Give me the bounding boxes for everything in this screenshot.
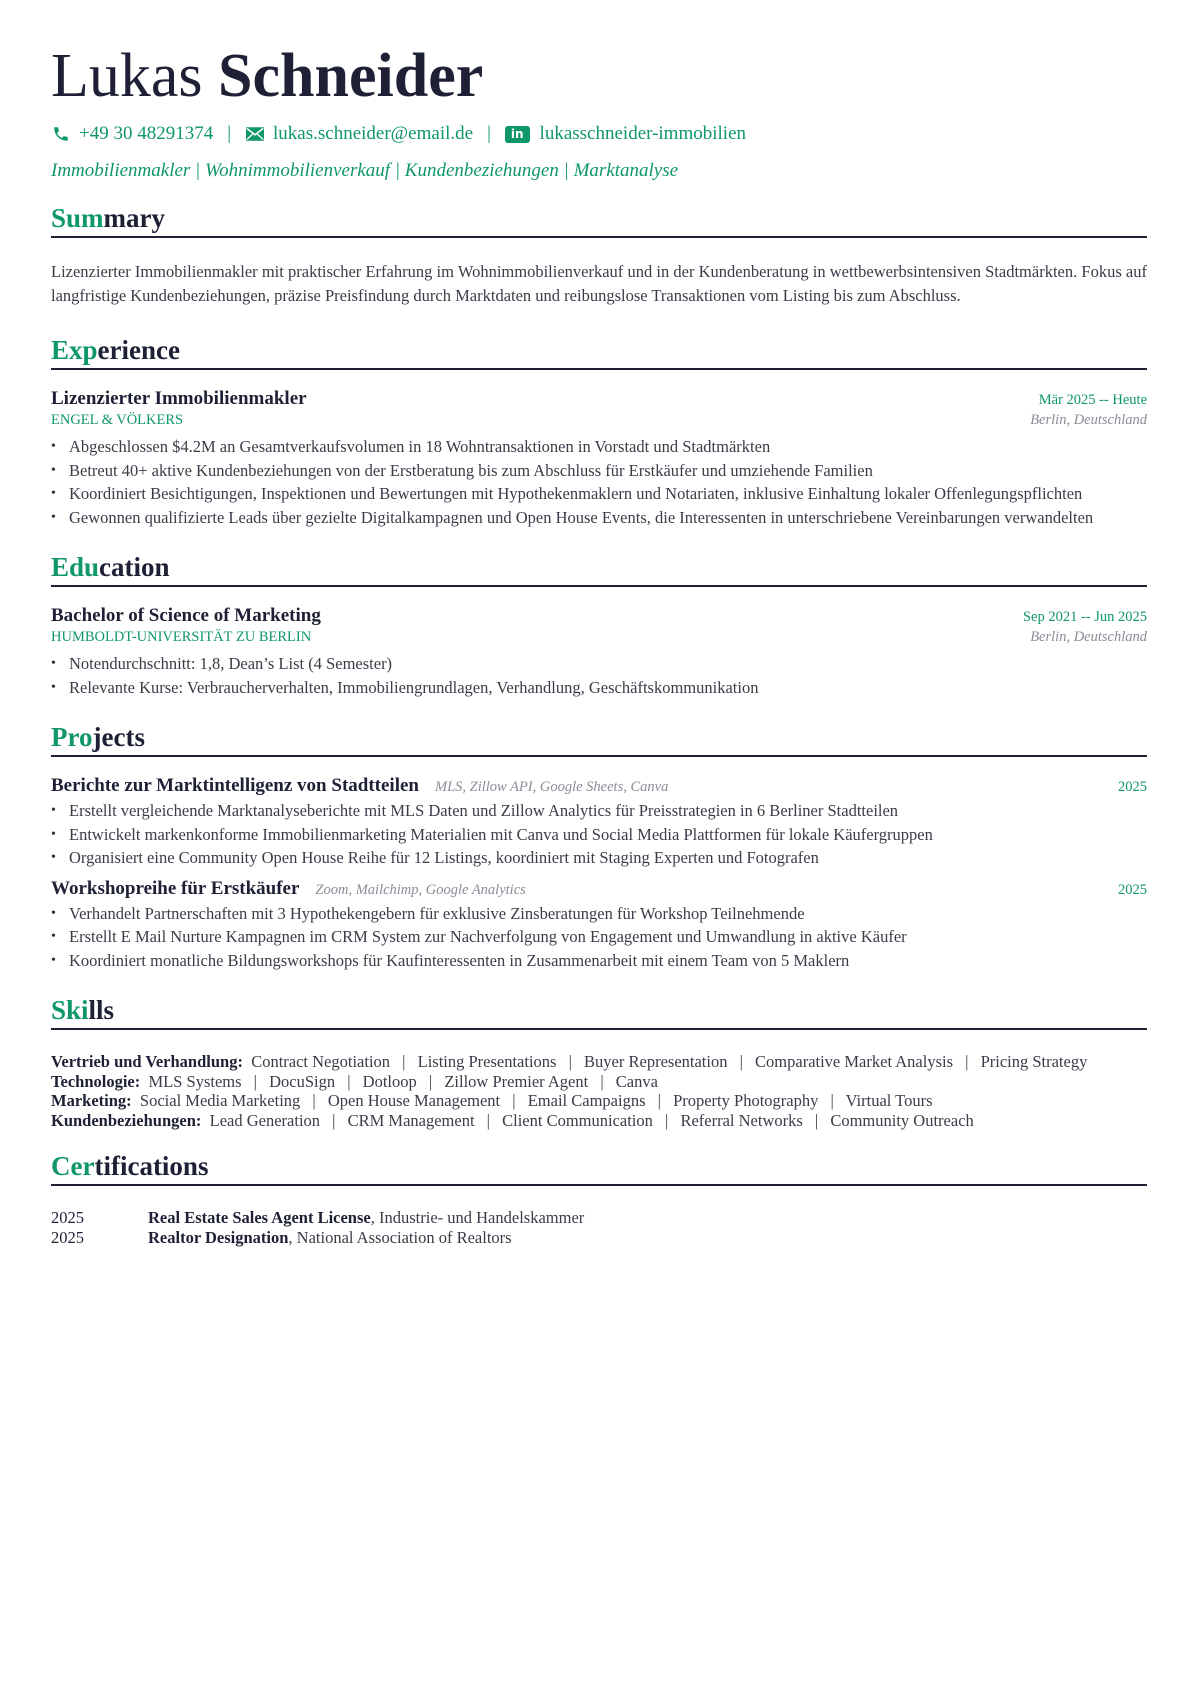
project-bullets [51, 799, 1147, 870]
list-item: • Koordiniert monatliche Bildungsworkshops für Kaufinteressenten in Zusammenarbeit mit einem Team von 5 Maklern [51, 949, 1147, 973]
heading-accent: Pro [51, 722, 93, 752]
skill-row [51, 1111, 1147, 1131]
heading-rest: mary [103, 203, 166, 233]
list-item: • Notendurchschnitt: 1,8, Dean’s List (4 Semester) [51, 652, 1147, 676]
heading-rest: tifications [94, 1151, 209, 1181]
summary-text: Lizenzierter Immobilienmakler mit praktischer Erfahrung im Wohnimmobilienverkauf und in der Kundenberatung in wettbewerbsintensiven Stadtmärkten. Fokus auf langfristige Kundenbeziehungen, präzise Preisfindung durch Marktdaten und reibungslose Transaktionen vom Listing bis zum Abschluss. [51, 262, 1147, 305]
list-item: • Relevante Kurse: Verbraucherverhalten, Immobiliengrundlagen, Verhandlung, Geschäftskommunikation [51, 676, 1147, 700]
skill-category: Marketing: [51, 1091, 132, 1110]
skill-item: Email Campaigns [527, 1091, 646, 1110]
list-item: • Entwickelt markenkonforme Immobilienmarketing Materialien mit Canva und Social Media Plattformen für lokale Käufergruppen [51, 823, 1147, 847]
degree-title: Bachelor of Science of Marketing [51, 605, 321, 626]
project-tech: MLS, Zillow API, Google Sheets, Canva [434, 779, 669, 795]
heading-accent: Edu [51, 552, 100, 582]
skill-item: Virtual Tours [845, 1091, 933, 1110]
skill-item: Social Media Marketing [139, 1091, 301, 1110]
skill-category: Vertrieb und Verhandlung: [51, 1052, 243, 1071]
skill-separator: | [657, 1091, 661, 1110]
cert-issuer: , National Association of Realtors [288, 1227, 512, 1247]
skill-item: Pricing Strategy [980, 1052, 1088, 1071]
skill-separator: | [312, 1091, 316, 1110]
skill-item: Canva [615, 1071, 658, 1091]
linkedin-handle: lukasschneider-immobilien [539, 123, 747, 144]
university: HUMBOLDT-UNIVERSITÄT ZU BERLIN [51, 629, 312, 645]
skill-item: CRM Management [347, 1110, 475, 1130]
skill-separator: | [428, 1071, 433, 1091]
cert-name: Real Estate Sales Agent License [148, 1208, 371, 1227]
first-name: Lukas [51, 42, 203, 110]
list-item: • Organisiert eine Community Open House Reihe für 12 Listings, koordiniert mit Staging Experten und Fotografen [51, 846, 1147, 870]
education-date: Sep 2021 -- Jun 2025 [1022, 609, 1147, 625]
phone-number: +49 30 48291374 [79, 123, 214, 144]
skill-item: Client Communication [502, 1110, 653, 1130]
skill-item: Referral Networks [680, 1110, 803, 1130]
resume-page [51, 38, 1147, 1247]
skill-item: DocuSign [269, 1071, 336, 1091]
list-item: • Verhandelt Partnerschaften mit 3 Hypothekengebern für exklusive Zinsberatungen für Workshop Teilnehmende [51, 902, 1147, 926]
project-entry [51, 878, 1147, 973]
heading-rest: cation [99, 552, 170, 582]
job-bullets [51, 435, 1147, 529]
project-title: Berichte zur Marktintelligenz von Stadtteilen [51, 775, 419, 796]
candidate-name [51, 38, 1147, 114]
skill-item: Dotloop [362, 1071, 417, 1091]
contact-separator: | [487, 123, 491, 144]
skill-item: Listing Presentations [417, 1052, 557, 1071]
skill-separator: | [568, 1052, 572, 1071]
skill-separator: | [814, 1110, 819, 1130]
contact-bar [51, 122, 1147, 146]
project-year: 2025 [1118, 881, 1147, 898]
list-item: • Gewonnen qualifizierte Leads über gezielte Digitalkampagnen und Open House Events, die Interessenten in unterschriebene Vereinbarungen verwandelten [51, 506, 1147, 530]
skill-separator: | [347, 1071, 351, 1091]
heading-rest: jects [92, 722, 145, 752]
email-address: lukas.schneider@email.de [273, 123, 474, 144]
linkedin-icon: in [505, 126, 530, 143]
list-item: • Abgeschlossen $4.2M an Gesamtverkaufsvolumen in 18 Wohntransaktionen in Vorstadt und Stadtmärkten [51, 435, 1147, 459]
skill-separator: | [665, 1110, 669, 1130]
cert-name: Realtor Designation [148, 1227, 289, 1247]
heading-rest: lls [88, 995, 115, 1025]
list-item: • Betreut 40+ aktive Kundenbeziehungen von der Erstberatung bis zum Abschluss für Erstkäufer und umziehende Familien [51, 459, 1147, 483]
skill-row [51, 1091, 1147, 1111]
project-bullets [51, 902, 1147, 973]
skill-separator: | [512, 1091, 516, 1110]
skills-list [51, 1052, 1147, 1130]
job-location: Berlin, Deutschland [1030, 412, 1147, 428]
skill-row [51, 1072, 1147, 1092]
heading-rest: erience [97, 335, 180, 365]
envelope-icon [245, 124, 265, 144]
email-link[interactable] [245, 123, 473, 145]
certification-row [51, 1228, 1147, 1248]
skill-separator: | [332, 1110, 336, 1130]
project-title: Workshopreihe für Erstkäufer [51, 877, 300, 899]
list-item: • Koordiniert Besichtigungen, Inspektionen und Bewertungen mit Hypothekenmaklern und Notariaten, inklusive Einhaltung lokaler Offenlegungspflichten [51, 482, 1147, 506]
certification-row [51, 1208, 1147, 1228]
skill-item: Lead Generation [209, 1110, 321, 1130]
project-year: 2025 [1118, 779, 1147, 795]
skill-item: MLS Systems [148, 1071, 242, 1091]
education-location: Berlin, Deutschland [1030, 629, 1147, 645]
skill-row [51, 1052, 1147, 1072]
last-name: Schneider [218, 42, 484, 110]
skill-separator: | [830, 1091, 834, 1110]
skill-item: Open House Management [327, 1091, 501, 1110]
section-heading-certifications [51, 1150, 1147, 1186]
education-entry [51, 605, 1147, 699]
heading-accent: Cer [51, 1151, 95, 1181]
skill-item: Comparative Market Analysis [755, 1052, 953, 1071]
cert-year: 2025 [51, 1208, 84, 1227]
section-heading-summary [51, 202, 1147, 238]
heading-accent: Ski [51, 995, 89, 1025]
skill-item: Community Outreach [830, 1110, 974, 1130]
section-heading-skills [51, 994, 1147, 1030]
certifications-list [51, 1208, 1147, 1247]
job-date: Mär 2025 -- Heute [1038, 392, 1147, 408]
list-item: • Erstellt E Mail Nurture Kampagnen im CRM System zur Nachverfolgung von Engagement und Umwandlung in aktive Käufer [51, 925, 1147, 949]
skill-separator: | [486, 1110, 490, 1130]
linkedin-link[interactable] [505, 123, 746, 145]
project-tech: Zoom, Mailchimp, Google Analytics [315, 881, 526, 898]
employer: ENGEL & VÖLKERS [51, 412, 184, 428]
skill-separator: | [965, 1052, 969, 1071]
experience-entry [51, 388, 1147, 529]
skill-separator: | [253, 1071, 257, 1091]
skill-item: Contract Negotiation [251, 1052, 391, 1071]
skill-item: Property Photography [673, 1091, 819, 1110]
section-heading-education [51, 551, 1147, 587]
phone-icon [51, 124, 71, 144]
contact-separator: | [227, 123, 232, 144]
skill-category: Technologie: [51, 1071, 141, 1091]
heading-accent: Exp [51, 335, 98, 365]
skill-item: Buyer Representation [584, 1052, 728, 1071]
list-item: • Erstellt vergleichende Marktanalyseberichte mit MLS Daten und Zillow Analytics für Preisstrategien in 6 Berliner Stadtteilen [51, 799, 1147, 823]
skill-separator: | [739, 1052, 743, 1071]
section-heading-projects [51, 721, 1147, 757]
education-bullets [51, 652, 1147, 699]
cert-issuer: , Industrie- und Handelskammer [370, 1208, 585, 1227]
phone-link[interactable] [51, 123, 213, 145]
tagline: Immobilienmakler | Wohnimmobilienverkauf | Kundenbeziehungen | Marktanalyse [51, 160, 679, 181]
skill-category: Kundenbeziehungen: [51, 1110, 202, 1130]
project-entry [51, 775, 1147, 870]
skill-separator: | [600, 1071, 604, 1091]
skill-separator: | [402, 1052, 406, 1071]
job-title: Lizenzierter Immobilienmakler [51, 388, 307, 409]
cert-year: 2025 [51, 1227, 84, 1247]
skill-item: Zillow Premier Agent [444, 1071, 589, 1091]
heading-accent: Sum [51, 203, 104, 233]
section-heading-experience [51, 334, 1147, 370]
